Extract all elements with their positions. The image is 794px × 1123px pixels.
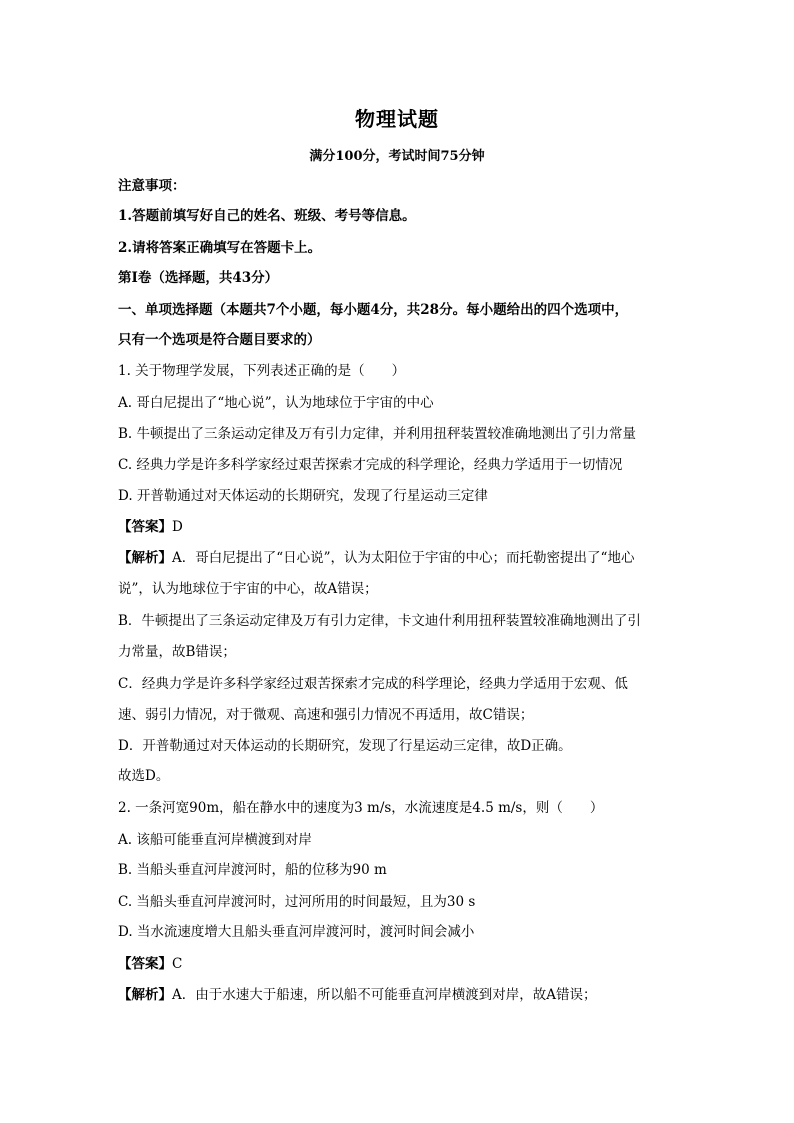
page-title: 物理试题 <box>355 107 439 131</box>
q2-option-a: A. 该船可能垂直河岸横渡到对岸 <box>118 832 312 848</box>
q1-analysis-line-2: 说”，认为地球位于宇宙的中心，故A错误； <box>118 581 378 597</box>
q2-option-c: C. 当船头垂直河岸渡河时，过河所用的时间最短，且为30 s <box>118 894 476 910</box>
q1-option-a: A. 哥白尼提出了“地心说”，认为地球位于宇宙的中心 <box>118 395 434 411</box>
notice-item-1: 1.答题前填写好自己的姓名、班级、考号等信息。 <box>118 208 416 224</box>
q1-analysis-line-5: C．经典力学是许多科学家经过艰苦探索才完成的科学理论，经典力学适用于宏观、低 <box>118 676 628 692</box>
q2-stem: 2. 一条河宽90m，船在静水中的速度为3 m/s，水流速度是4.5 m/s，则（ ） <box>118 800 604 816</box>
q2-analysis-label: 【解析】 <box>118 987 172 1003</box>
q2-answer-value: C <box>172 956 183 972</box>
q1-option-c: C. 经典力学是许多科学家经过艰苦探索才完成的科学理论，经典力学适用于一切情况 <box>118 457 623 473</box>
q1-analysis-line-3: B．牛顿提出了三条运动定律及万有引力定律，卡文迪什利用扭秤装置较准确地测出了引 <box>118 613 641 629</box>
q1-option-b: B. 牛顿提出了三条运动定律及万有引力定律，并利用扭秤装置较准确地测出了引力常量 <box>118 426 637 442</box>
q1-answer <box>118 518 678 536</box>
q1-analysis-line-6: 速、弱引力情况，对于微观、高速和强引力情况不再适用，故C错误； <box>118 707 534 723</box>
volume-heading: 第I卷（选择题，共43分） <box>118 270 279 286</box>
q2-option-d: D. 当水流速度增大且船头垂直河岸渡河时，渡河时间会减小 <box>118 924 475 940</box>
q1-analysis-line-1 <box>118 549 678 567</box>
exam-subtitle: 满分100分，考试时间75分钟 <box>309 149 485 164</box>
q1-analysis-label: 【解析】 <box>118 550 172 566</box>
q1-answer-label: 【答案】 <box>118 519 172 535</box>
q1-stem: 1. 关于物理学发展，下列表述正确的是（ ） <box>118 363 406 379</box>
notice-item-2: 2.请将答案正确填写在答题卡上。 <box>118 240 322 256</box>
q2-answer <box>118 955 678 973</box>
q2-analysis-line-1 <box>118 986 678 1004</box>
q2-analysis-text-1: A．由于水速大于船速，所以船不可能垂直河岸横渡到对岸，故A错误； <box>172 987 597 1003</box>
q1-analysis-line-4: 力常量，故B错误； <box>118 644 236 660</box>
q2-option-b: B. 当船头垂直河岸渡河时，船的位移为90 m <box>118 862 387 878</box>
part-heading-line-1: 一、单项选择题（本题共7个小题，每小题4分，共28分。每小题给出的四个选项中， <box>118 302 629 318</box>
q1-answer-value: D <box>172 519 183 535</box>
notice-heading: 注意事项： <box>118 178 186 194</box>
q1-analysis-text-1: A．哥白尼提出了“日心说”，认为太阳位于宇宙的中心；而托勒密提出了“地心 <box>172 550 635 566</box>
q1-analysis-line-7: D．开普勒通过对天体运动的长期研究，发现了行星运动三定律，故D正确。 <box>118 738 572 754</box>
q2-answer-label: 【答案】 <box>118 956 172 972</box>
q1-option-d: D. 开普勒通过对天体运动的长期研究，发现了行星运动三定律 <box>118 488 488 504</box>
part-heading-line-2: 只有一个选项是符合题目要求的） <box>118 332 321 348</box>
q1-conclusion: 故选D。 <box>118 768 170 784</box>
